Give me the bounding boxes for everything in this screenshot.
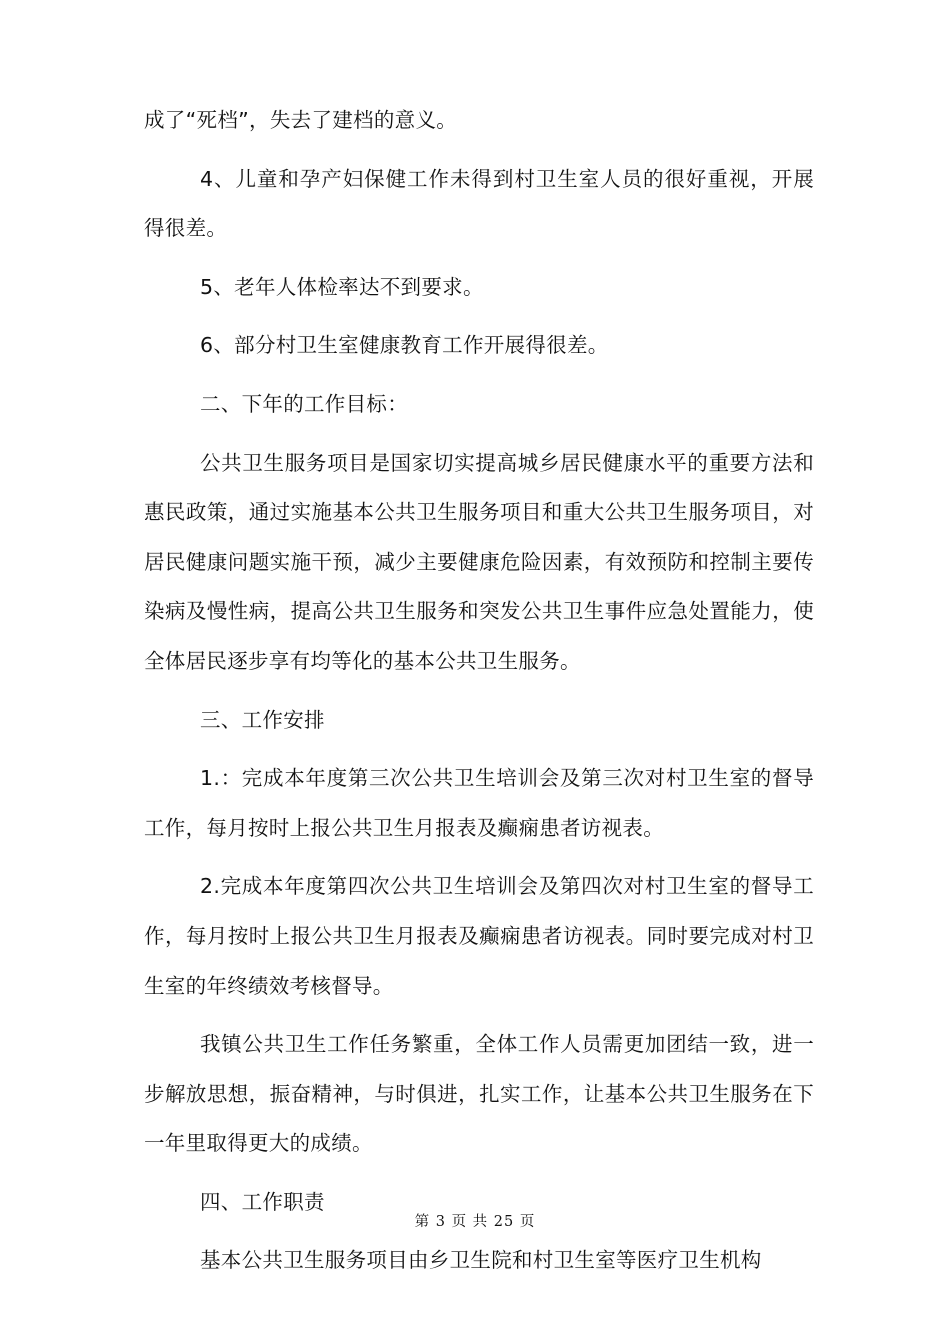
paragraph-summary: 我镇公共卫生工作任务繁重，全体工作人员需更加团结一致，进一步解放思想，振奋精神，与时俱进，扎实工作，让基本公共卫生服务在下一年里取得更大的成绩。 [144, 1032, 814, 1156]
section-heading-duties: 四、工作职责 [200, 1189, 325, 1214]
section-heading-goals: 二、下年的工作目标： [200, 391, 408, 416]
paragraph-item-6: 6、部分村卫生室健康教育工作开展得很差。 [200, 333, 609, 358]
paragraph-duties-body: 基本公共卫生服务项目由乡卫生院和村卫生室等医疗卫生机构 [200, 1248, 762, 1273]
paragraph-item-5: 5、老年人体检率达不到要求。 [200, 274, 484, 299]
paragraph-arrangement-2: 2.完成本年度第四次公共卫生培训会及第四次对村卫生室的督导工作，每月按时上报公共卫生月报表及癫痫患者访视表。同时要完成对村卫生室的年终绩效考核督导。 [144, 874, 814, 998]
document-body [144, 96, 814, 1295]
paragraph-goals-body: 公共卫生服务项目是国家切实提高城乡居民健康水平的重要方法和惠民政策，通过实施基本公共卫生服务项目和重大公共卫生服务项目，对居民健康问题实施干预，减少主要健康危险因素，有效预防和控制主要传染病及慢性病，提高公共卫生服务和突发公共卫生事件应急处置能力，使全体居民逐步享有均等化的基本公共卫生服务。 [144, 450, 814, 673]
section-heading-arrangement: 三、工作安排 [200, 707, 325, 732]
paragraph-item-4: 4、儿童和孕产妇保健工作未得到村卫生室人员的很好重视，开展得很差。 [144, 166, 814, 241]
paragraph-continuation: 成了“死档”，失去了建档的意义。 [144, 108, 458, 132]
paragraph-arrangement-1: 1.：完成本年度第三次公共卫生培训会及第三次对村卫生室的督导工作，每月按时上报公共卫生月报表及癫痫患者访视表。 [144, 766, 814, 840]
page-number-footer: 第 3 页 共 25 页 [414, 1214, 536, 1230]
